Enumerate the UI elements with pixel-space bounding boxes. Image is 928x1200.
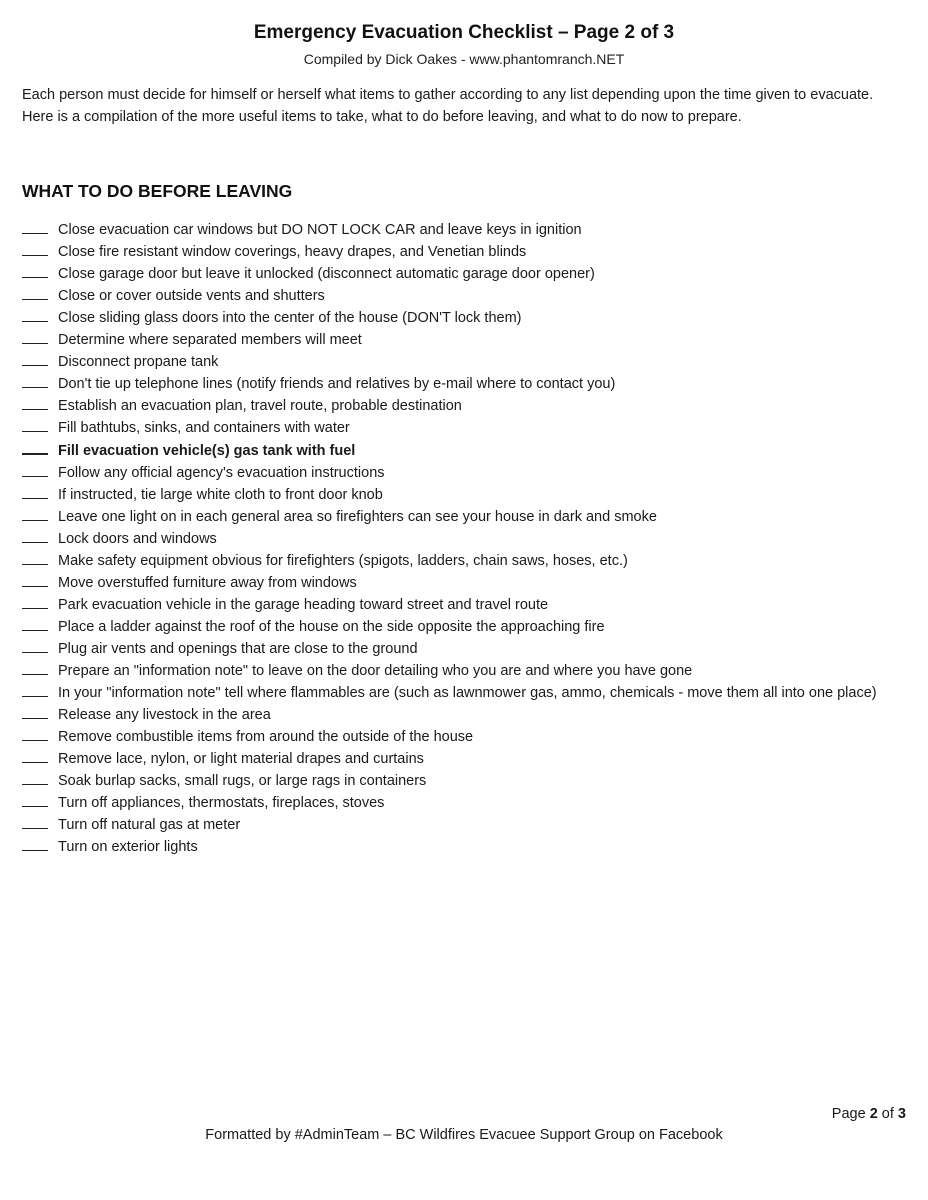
checkbox-blank-line[interactable]	[22, 704, 48, 719]
checklist-item-text: Lock doors and windows	[58, 531, 217, 547]
checklist-item	[22, 792, 892, 814]
checkbox-blank-line[interactable]	[22, 616, 48, 631]
page-number-prefix: Page	[831, 1106, 870, 1122]
checkbox-blank-line[interactable]	[22, 351, 48, 366]
checklist-item-text: Make safety equipment obvious for firefighters (spigots, ladders, chain saws, hoses, etc.)	[58, 553, 628, 569]
checkbox-blank-line[interactable]	[22, 748, 48, 763]
checklist-item-text: Determine where separated members will meet	[58, 332, 362, 348]
checklist-item	[22, 506, 892, 528]
checklist-item-text: Move overstuffed furniture away from windows	[58, 575, 357, 591]
checkbox-blank-line[interactable]	[22, 395, 48, 410]
checklist-item-text: If instructed, tie large white cloth to front door knob	[58, 487, 383, 503]
checklist-item	[22, 704, 892, 726]
section-heading: WHAT TO DO BEFORE LEAVING	[22, 181, 293, 201]
checklist-item-text: Release any livestock in the area	[58, 707, 271, 723]
checklist-item-text: Follow any official agency's evacuation instructions	[58, 465, 385, 481]
checklist-item	[22, 462, 892, 484]
checkbox-blank-line[interactable]	[22, 307, 48, 322]
checklist-item	[22, 770, 892, 792]
checklist-item-text: Close sliding glass doors into the center of the house (DON'T lock them)	[58, 310, 522, 326]
checkbox-blank-line[interactable]	[22, 792, 48, 807]
page-number-separator: of	[877, 1106, 898, 1122]
checkbox-blank-line[interactable]	[22, 263, 48, 278]
checklist-item	[22, 814, 892, 836]
checkbox-blank-line[interactable]	[22, 219, 48, 234]
checkbox-blank-line[interactable]	[22, 439, 48, 455]
checklist-item	[22, 528, 892, 550]
checkbox-blank-line[interactable]	[22, 528, 48, 543]
checkbox-blank-line[interactable]	[22, 285, 48, 300]
checklist-item-text: Remove combustible items from around the outside of the house	[58, 729, 474, 745]
checklist-item-text: Place a ladder against the roof of the house on the side opposite the approaching fire	[58, 619, 605, 635]
page-number-total: 3	[897, 1106, 906, 1122]
checklist-item	[22, 594, 892, 616]
page-number	[832, 1106, 906, 1122]
checklist-item	[22, 638, 892, 660]
checklist-item-text: Don't tie up telephone lines (notify friends and relatives by e-mail where to contact you)	[58, 376, 616, 392]
checklist-item	[22, 616, 892, 638]
checkbox-blank-line[interactable]	[22, 594, 48, 609]
checkbox-blank-line[interactable]	[22, 660, 48, 675]
checklist-item	[22, 682, 892, 704]
checklist-item	[22, 351, 892, 373]
checklist-item	[22, 219, 892, 241]
checkbox-blank-line[interactable]	[22, 241, 48, 256]
checklist-item-text: Turn on exterior lights	[58, 839, 198, 855]
intro-paragraph: Each person must decide for himself or herself what items to gather according to any list depending upon the time given to evacuate. Here is a compilation of the more useful items to take, what to do before leaving, and what to do now to prepare.	[22, 87, 874, 125]
checklist-item	[22, 263, 892, 285]
checklist-item	[22, 836, 892, 858]
checklist-item-text: Disconnect propane tank	[58, 354, 219, 370]
checklist-item-text: Close or cover outside vents and shutters	[58, 288, 325, 304]
checklist-item	[22, 484, 892, 506]
checkbox-blank-line[interactable]	[22, 329, 48, 344]
page-subtitle: Compiled by Dick Oakes - www.phantomranch.NET	[303, 51, 625, 67]
checklist-item-text: Fill evacuation vehicle(s) gas tank with fuel	[58, 443, 356, 459]
checklist-item-text: Turn off natural gas at meter	[58, 817, 241, 833]
checklist-item	[22, 307, 892, 329]
checkbox-blank-line[interactable]	[22, 814, 48, 829]
checklist-item	[22, 748, 892, 770]
checklist-item	[22, 439, 892, 462]
checklist-item	[22, 373, 892, 395]
checkbox-blank-line[interactable]	[22, 682, 48, 697]
checkbox-blank-line[interactable]	[22, 462, 48, 477]
checklist-item	[22, 660, 892, 682]
checkbox-blank-line[interactable]	[22, 417, 48, 432]
checklist-item	[22, 241, 892, 263]
checklist-item-text: Plug air vents and openings that are close to the ground	[58, 641, 418, 657]
checklist-item	[22, 395, 892, 417]
checklist-item-text: Close evacuation car windows but DO NOT LOCK CAR and leave keys in ignition	[58, 222, 582, 238]
checklist-item-text: Remove lace, nylon, or light material drapes and curtains	[58, 751, 424, 767]
checklist-item-text: Establish an evacuation plan, travel route, probable destination	[58, 398, 462, 414]
checklist-item-text: Prepare an "information note" to leave on the door detailing who you are and where you have gone	[58, 663, 693, 679]
checklist-item-text: Close fire resistant window coverings, heavy drapes, and Venetian blinds	[58, 244, 527, 260]
checklist-item-text: Soak burlap sacks, small rugs, or large rags in containers	[58, 773, 427, 789]
checklist-item	[22, 572, 892, 594]
checkbox-blank-line[interactable]	[22, 484, 48, 499]
footer: Formatted by #AdminTeam – BC Wildfires Evacuee Support Group on Facebook	[205, 1127, 723, 1143]
checklist-item-text: Fill bathtubs, sinks, and containers with water	[58, 420, 350, 436]
checkbox-blank-line[interactable]	[22, 638, 48, 653]
checklist-item-text: Leave one light on in each general area so firefighters can see your house in dark and smoke	[58, 509, 657, 525]
checkbox-blank-line[interactable]	[22, 726, 48, 741]
checklist-item	[22, 550, 892, 572]
checklist-item-text: Close garage door but leave it unlocked (disconnect automatic garage door opener)	[58, 266, 595, 282]
page-title: Emergency Evacuation Checklist – Page 2 of 3	[253, 22, 675, 43]
checklist-item	[22, 417, 892, 439]
checklist-item-text: Turn off appliances, thermostats, fireplaces, stoves	[58, 795, 385, 811]
checkbox-blank-line[interactable]	[22, 836, 48, 851]
checklist-item-text: Park evacuation vehicle in the garage heading toward street and travel route	[58, 597, 549, 613]
checkbox-blank-line[interactable]	[22, 506, 48, 521]
checkbox-blank-line[interactable]	[22, 373, 48, 388]
checklist-item	[22, 329, 892, 351]
checklist	[22, 219, 892, 858]
checkbox-blank-line[interactable]	[22, 550, 48, 565]
checklist-item	[22, 285, 892, 307]
checklist-item-text: In your "information note" tell where flammables are (such as lawnmower gas, ammo, chemicals - move them all into one place)	[58, 685, 877, 701]
checklist-item	[22, 726, 892, 748]
checkbox-blank-line[interactable]	[22, 572, 48, 587]
checkbox-blank-line[interactable]	[22, 770, 48, 785]
page-number-current: 2	[869, 1106, 878, 1122]
